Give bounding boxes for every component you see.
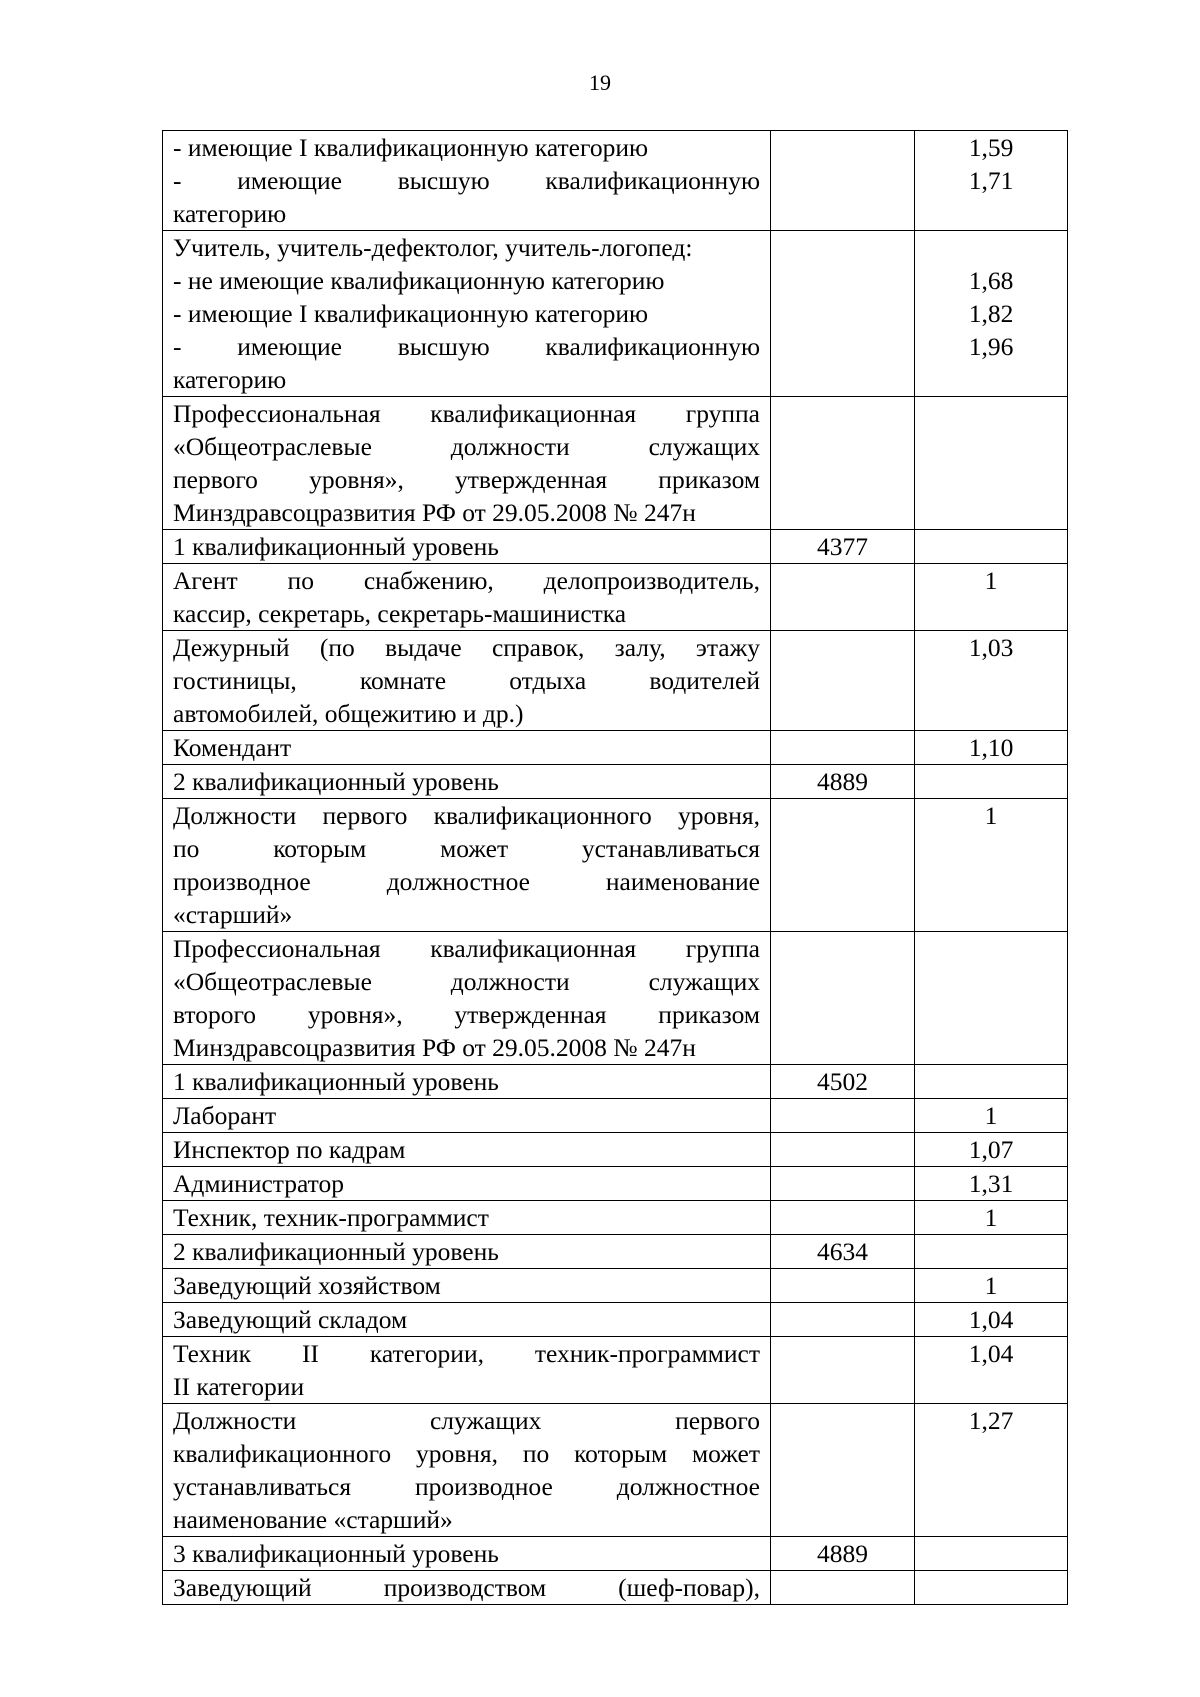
base-salary-cell [771, 1133, 915, 1167]
position-name-cell [163, 1537, 771, 1571]
position-name-line: 2 квалификационный уровень [173, 1237, 499, 1266]
base-salary-cell [771, 765, 915, 799]
position-name-cell [163, 231, 771, 397]
table-row [163, 1167, 1068, 1201]
coefficient-cell [915, 799, 1068, 932]
coefficient-value: 1,03 [968, 633, 1014, 662]
table-row [163, 397, 1068, 530]
table-row [163, 1201, 1068, 1235]
coefficient-cell [915, 564, 1068, 631]
position-name-line: Минздравсоцразвития РФ от 29.05.2008 № 247н [173, 1033, 696, 1062]
position-name-line: - не имеющие квалификационную категорию [173, 266, 665, 295]
position-name-line: наименование «старший» [173, 1505, 453, 1534]
base-salary-cell [771, 731, 915, 765]
coefficient-cell [915, 1167, 1068, 1201]
coefficient-cell [915, 1133, 1068, 1167]
coefficient-value: 1,10 [968, 733, 1014, 762]
position-name-cell [163, 799, 771, 932]
coefficient-value [925, 231, 1057, 264]
page-number: 19 [589, 70, 611, 95]
position-name-line: Комендант [173, 733, 292, 762]
coefficient-cell [915, 1337, 1068, 1404]
coefficient-value: 1 [984, 801, 998, 830]
coefficient-cell [915, 131, 1068, 231]
base-salary-cell [771, 631, 915, 731]
position-name-line: 3 квалификационный уровень [173, 1539, 499, 1568]
position-name-line: Дежурный (по выдаче справок, залу, этажу [173, 633, 760, 662]
coefficient-cell [915, 1269, 1068, 1303]
table-row [163, 799, 1068, 932]
position-name-cell [163, 1303, 771, 1337]
base-salary-cell [771, 1303, 915, 1337]
table-row [163, 1269, 1068, 1303]
position-name-cell [163, 1235, 771, 1269]
position-name-cell [163, 397, 771, 530]
position-name-cell [163, 1404, 771, 1537]
base-salary-cell [771, 1065, 915, 1099]
coefficient-cell [915, 1404, 1068, 1537]
table-row [163, 1133, 1068, 1167]
position-name-line: «Общеотраслевые должности служащих [173, 967, 760, 996]
table-row [163, 1099, 1068, 1133]
base-salary-value: 4889 [817, 767, 868, 796]
position-name-line: Заведующий производством (шеф-повар), [173, 1573, 760, 1602]
position-name-cell [163, 564, 771, 631]
position-name-line: 1 квалификационный уровень [173, 532, 499, 561]
salary-table [162, 130, 1068, 1605]
table-row [163, 1571, 1068, 1605]
coefficient-cell [915, 231, 1068, 397]
coefficient-cell [915, 1571, 1068, 1605]
base-salary-cell [771, 932, 915, 1065]
coefficient-cell [915, 932, 1068, 1065]
coefficient-value: 1,04 [968, 1339, 1014, 1368]
position-name-line: Учитель, учитель-дефектолог, учитель-логопед: [173, 233, 693, 262]
position-name-line: 2 квалификационный уровень [173, 767, 499, 796]
position-name-line: Профессиональная квалификационная группа [173, 934, 760, 963]
table-row [163, 1537, 1068, 1571]
coefficient-value: 1,59 [968, 133, 1014, 162]
table-row [163, 765, 1068, 799]
position-name-cell [163, 1201, 771, 1235]
base-salary-value: 4634 [817, 1237, 868, 1266]
table-row [163, 731, 1068, 765]
position-name-line: Администратор [173, 1169, 344, 1198]
coefficient-cell [915, 1235, 1068, 1269]
position-name-line: категорию [173, 365, 287, 394]
base-salary-cell [771, 530, 915, 564]
position-name-line: по которым может устанавливаться [173, 834, 760, 863]
coefficient-cell [915, 397, 1068, 530]
position-name-line: - имеющие высшую квалификационную [173, 332, 760, 361]
position-name-line: кассир, секретарь, секретарь-машинистка [173, 599, 627, 628]
base-salary-cell [771, 1537, 915, 1571]
position-name-cell [163, 932, 771, 1065]
position-name-cell [163, 1571, 771, 1605]
table-row [163, 1065, 1068, 1099]
table-row [163, 1404, 1068, 1537]
table-row [163, 631, 1068, 731]
base-salary-cell [771, 397, 915, 530]
base-salary-cell [771, 1167, 915, 1201]
position-name-cell [163, 1099, 771, 1133]
position-name-line: Инспектор по кадрам [173, 1135, 406, 1164]
base-salary-cell [771, 131, 915, 231]
base-salary-cell [771, 1404, 915, 1537]
position-name-cell [163, 1269, 771, 1303]
table-row [163, 1337, 1068, 1404]
table-row [163, 1303, 1068, 1337]
position-name-line: Должности служащих первого [173, 1406, 760, 1435]
coefficient-cell [915, 1099, 1068, 1133]
coefficient-value: 1,82 [968, 299, 1014, 328]
position-name-line: гостиницы, комнате отдыха водителей [173, 666, 760, 695]
table-row [163, 530, 1068, 564]
coefficient-value: 1,71 [968, 166, 1014, 195]
coefficient-cell [915, 530, 1068, 564]
coefficient-value: 1,96 [968, 332, 1014, 361]
base-salary-cell [771, 1571, 915, 1605]
base-salary-cell [771, 1269, 915, 1303]
position-name-line: II категории [173, 1372, 305, 1401]
position-name-line: 1 квалификационный уровень [173, 1067, 499, 1096]
coefficient-cell [915, 1303, 1068, 1337]
position-name-line: Заведующий складом [173, 1305, 408, 1334]
coefficient-value: 1 [984, 1101, 998, 1130]
position-name-line: - имеющие I квалификационную категорию [173, 299, 649, 328]
position-name-line: «Общеотраслевые должности служащих [173, 432, 760, 461]
position-name-cell [163, 765, 771, 799]
coefficient-value: 1 [984, 1271, 998, 1300]
position-name-line: категорию [173, 199, 287, 228]
coefficient-value: 1,04 [968, 1305, 1014, 1334]
position-name-line: «старший» [173, 900, 293, 929]
base-salary-value: 4889 [817, 1539, 868, 1568]
table-body [163, 131, 1068, 1605]
position-name-cell [163, 1065, 771, 1099]
table-row [163, 564, 1068, 631]
position-name-line: второго уровня», утвержденная приказом [173, 1000, 760, 1029]
coefficient-value: 1 [984, 566, 998, 595]
position-name-cell [163, 530, 771, 564]
position-name-line: Профессиональная квалификационная группа [173, 399, 760, 428]
coefficient-value: 1 [984, 1203, 998, 1232]
position-name-line: Агент по снабжению, делопроизводитель, [173, 566, 760, 595]
table-row [163, 231, 1068, 397]
base-salary-cell [771, 564, 915, 631]
coefficient-value: 1,31 [968, 1169, 1014, 1198]
coefficient-value: 1,27 [968, 1406, 1014, 1435]
base-salary-cell [771, 1235, 915, 1269]
table-row [163, 131, 1068, 231]
position-name-cell [163, 1167, 771, 1201]
position-name-line: производное должностное наименование [173, 867, 760, 896]
position-name-line: автомобилей, общежитию и др.) [173, 699, 524, 728]
position-name-line: Техник, техник-программист [173, 1203, 489, 1232]
position-name-cell [163, 631, 771, 731]
position-name-line: первого уровня», утвержденная приказом [173, 465, 760, 494]
position-name-cell [163, 731, 771, 765]
base-salary-value: 4502 [817, 1067, 868, 1096]
position-name-line: Минздравсоцразвития РФ от 29.05.2008 № 247н [173, 498, 696, 527]
position-name-line: - имеющие высшую квалификационную [173, 166, 760, 195]
coefficient-value: 1,68 [968, 266, 1014, 295]
base-salary-cell [771, 1201, 915, 1235]
coefficient-cell [915, 731, 1068, 765]
base-salary-cell [771, 1337, 915, 1404]
coefficient-cell [915, 1537, 1068, 1571]
position-name-line: квалификационного уровня, по которым может [173, 1439, 760, 1468]
coefficient-value: 1,07 [968, 1135, 1014, 1164]
position-name-line: Лаборант [173, 1101, 277, 1130]
position-name-cell [163, 1337, 771, 1404]
position-name-line: устанавливаться производное должностное [173, 1472, 760, 1501]
base-salary-cell [771, 799, 915, 932]
position-name-cell [163, 131, 771, 231]
coefficient-cell [915, 631, 1068, 731]
coefficient-cell [915, 1201, 1068, 1235]
table-row [163, 1235, 1068, 1269]
position-name-line: Должности первого квалификационного уровня, [173, 801, 760, 830]
table-row [163, 932, 1068, 1065]
coefficient-cell [915, 765, 1068, 799]
base-salary-value: 4377 [817, 532, 868, 561]
base-salary-cell [771, 1099, 915, 1133]
position-name-cell [163, 1133, 771, 1167]
base-salary-cell [771, 231, 915, 397]
position-name-line: - имеющие I квалификационную категорию [173, 133, 649, 162]
position-name-line: Техник II категории, техник-программист [173, 1339, 760, 1368]
coefficient-cell [915, 1065, 1068, 1099]
position-name-line: Заведующий хозяйством [173, 1271, 441, 1300]
